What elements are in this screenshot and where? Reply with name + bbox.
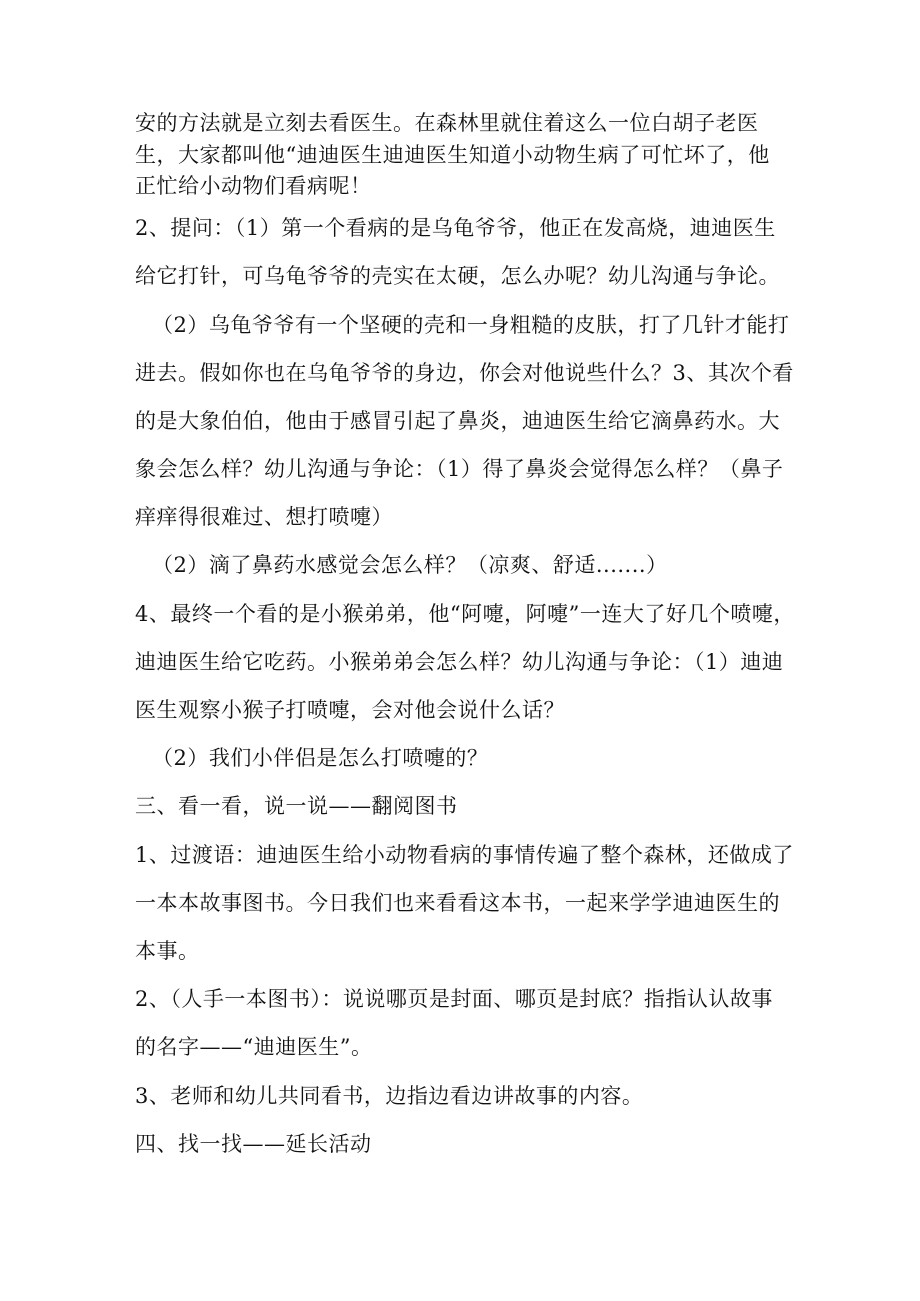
text-line: 正忙给小动物们看病呢！ — [135, 174, 372, 198]
section-heading: 三、看一看，说一说——翻阅图书 — [135, 794, 458, 818]
text-line: 2、（人手一本图书）：说说哪页是封面、哪页是封底？指指认认故事 — [135, 987, 773, 1011]
text-line: 给它打针，可乌龟爷爷的壳实在太硬，怎么办呢？幼儿沟通与争论。 — [135, 264, 780, 288]
text-line: 4、最终一个看的是小猴弟弟，他“阿嚏，阿嚏”一连大了好几个喷嚏， — [135, 602, 795, 626]
section-heading: 四、找一找——延长活动 — [135, 1132, 372, 1156]
text-line: 迪迪医生给它吃药。小猴弟弟会怎么样？幼儿沟通与争论：（1）迪迪 — [135, 650, 784, 674]
text-line: 的名字——“迪迪医生”。 — [135, 1035, 373, 1059]
text-line: 痒痒得很难过、想打喷嚏） — [135, 505, 393, 529]
text-line: 生，大家都叫他“迪迪医生迪迪医生知道小动物生病了可忙坏了，他 — [135, 143, 770, 167]
text-line: 安的方法就是立刻去看医生。在森林里就住着这么一位白胡子老医 — [135, 111, 759, 135]
text-line: 一本本故事图书。今日我们也来看看这本书，一起来学学迪迪医生的 — [135, 891, 780, 915]
text-line: 3、老师和幼儿共同看书，边指边看边讲故事的内容。 — [135, 1084, 644, 1108]
text-line: 本事。 — [135, 939, 200, 963]
text-line: 进去。假如你也在乌龟爷爷的身边，你会对他说些什么？3、其次个看 — [135, 361, 794, 385]
text-line: （2）乌龟爷爷有一个坚硬的壳和一身粗糙的皮肤，打了几针才能打 — [152, 313, 790, 337]
text-line: 医生观察小猴子打喷嚏，会对他会说什么话？ — [135, 698, 565, 722]
text-line: 的是大象伯伯，他由于感冒引起了鼻炎，迪迪医生给它滴鼻药水。大 — [135, 409, 780, 433]
text-line: 1、过渡语：迪迪医生给小动物看病的事情传遍了整个森林，还做成了 — [135, 843, 794, 867]
text-line: （2）我们小伴侣是怎么打喷嚏的？ — [152, 746, 489, 770]
text-line: （2）滴了鼻药水感觉会怎么样？（凉爽、舒适.......） — [152, 553, 668, 577]
text-line: 象会怎么样？幼儿沟通与争论：（1）得了鼻炎会觉得怎么样？（鼻子 — [135, 457, 784, 481]
text-line: 2、提问：（1）第一个看病的是乌龟爷爷，他正在发高烧，迪迪医生 — [135, 216, 776, 240]
